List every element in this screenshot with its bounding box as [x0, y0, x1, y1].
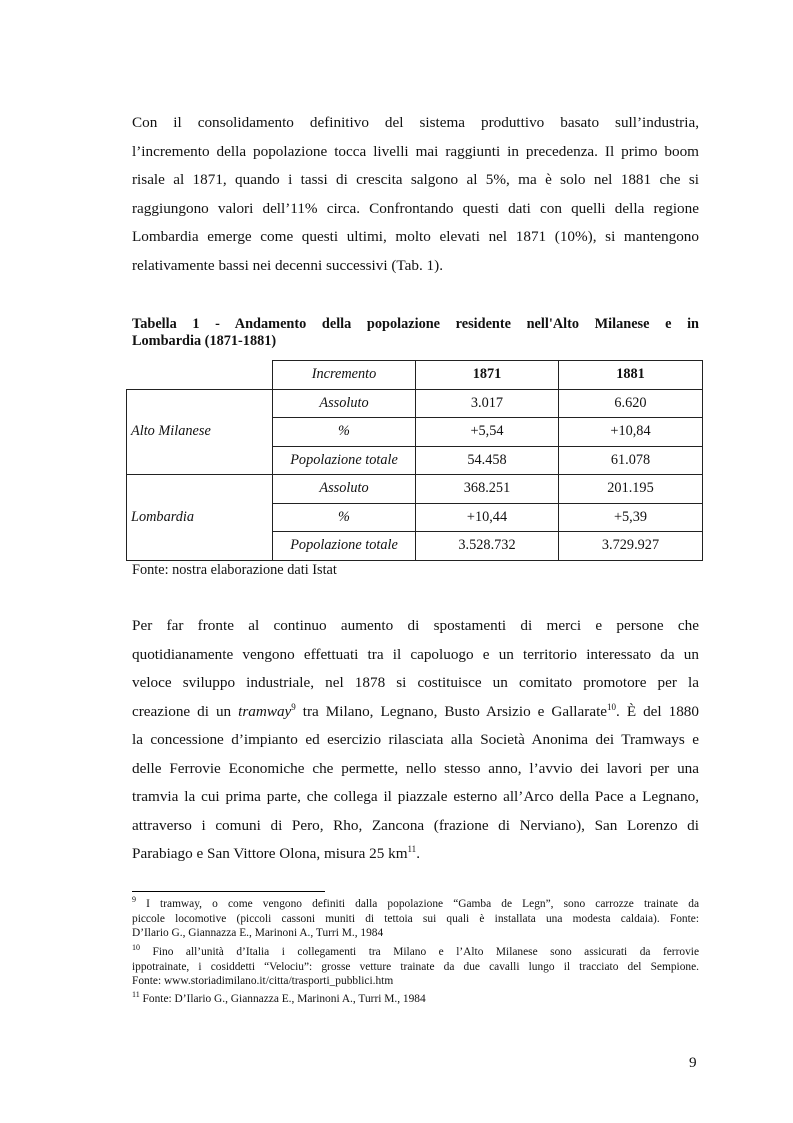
- intro-paragraph: [132, 109, 699, 280]
- footnote-number: 9: [132, 895, 136, 905]
- paragraph-line: l’incremento della popolazione tocca livelli mai raggiunti in precedenza. Il primo boom: [132, 142, 699, 160]
- cell-1871: 3.017: [416, 389, 559, 418]
- paragraph-line: [132, 840, 699, 869]
- paragraph-line: veloce sviluppo industriale, nel 1878 si costituisce un comitato promotore per la: [132, 674, 699, 691]
- cell-1871: +5,54: [416, 418, 559, 447]
- table-source: Fonte: nostra elaborazione dati Istat: [132, 562, 337, 578]
- text-run: .: [416, 845, 420, 862]
- caption-line: Tabella 1 - Andamento della popolazione residente nell'Alto Milanese e in: [132, 316, 699, 332]
- footnote-line: Fonte: www.storiadimilano.it/citta/trasporti_pubblici.htm: [132, 975, 394, 987]
- paragraph-line: quotidianamente vengono effettuati tra il capoluogo e un territorio interessato da un: [132, 645, 699, 663]
- cell-1881: +10,84: [559, 418, 703, 447]
- cell-1881: +5,39: [559, 503, 703, 532]
- cell-1871: +10,44: [416, 503, 559, 532]
- text-run: tra Milano, Legnano, Busto Arsizio e Gallarate: [295, 702, 608, 720]
- row-label: Assoluto: [273, 389, 416, 418]
- text-run: . È del 1880: [616, 702, 699, 720]
- text-run: Fino all’unità d’Italia i collegamenti tra Milano e l’Alto Milanese sono assicurati da ferrovie: [140, 946, 699, 958]
- caption-line: Lombardia (1871-1881): [132, 333, 277, 349]
- header-measure: Incremento: [273, 361, 416, 390]
- row-label: Popolazione totale: [273, 532, 416, 561]
- cell-1871: 3.528.732: [416, 532, 559, 561]
- area-lombardia: Lombardia: [127, 475, 273, 561]
- footnote-number: 10: [132, 943, 140, 953]
- paragraph-line: attraverso i comuni di Pero, Rho, Zancona (frazione di Nerviano), San Lorenzo di: [132, 816, 699, 834]
- cell-1871: 368.251: [416, 475, 559, 504]
- cell-1881: 201.195: [559, 475, 703, 504]
- paragraph-line: Lombardia emerge come questi ultimi, molto elevati nel 1871 (10%), si mantengono: [132, 228, 699, 245]
- row-label: %: [273, 418, 416, 447]
- table-header-row: [127, 361, 703, 390]
- paragraph-line: Per far fronte al continuo aumento di spostamenti di merci e persone che: [132, 617, 699, 634]
- paragraph-line: relativamente bassi nei decenni successivi (Tab. 1).: [132, 256, 444, 274]
- table-caption: [132, 316, 699, 350]
- paragraph-line: la concessione d’impianto ed esercizio rilasciata alla Società Anonima dei Tramways e: [132, 731, 699, 748]
- tramway-paragraph: [132, 612, 699, 869]
- paragraph-line: raggiungono valori dell’11% circa. Confrontando questi dati con quelli della regione: [132, 199, 699, 217]
- empty-corner-cell: [127, 361, 273, 390]
- footnote-line: [132, 897, 699, 912]
- paragraph-line: tramvia la cui prima parte, che collega il piazzale esterno all’Arco della Pace a Legnano,: [132, 788, 699, 805]
- paragraph-line: [132, 698, 699, 727]
- row-label: Assoluto: [273, 475, 416, 504]
- footnote-number: 11: [132, 990, 140, 1000]
- paragraph-line: Con il consolidamento definitivo del sistema produttivo basato sull’industria,: [132, 114, 699, 131]
- area-alto-milanese: Alto Milanese: [127, 389, 273, 475]
- page-number: 9: [689, 1054, 697, 1071]
- footnote-line: [132, 992, 699, 1007]
- header-1871: 1871: [416, 361, 559, 390]
- cell-1871: 54.458: [416, 446, 559, 475]
- table-row: [127, 389, 703, 418]
- footnote-separator: [132, 891, 325, 892]
- footnote-line: ippotrainate, i cosiddetti “Velociu”: grosse vetture trainate da due cavalli lungo il tracciato del Sempione.: [132, 960, 699, 973]
- footnote-line: D’Ilario G., Giannazza E., Marinoni A., Turri M., 1984: [132, 927, 384, 939]
- footnote-10: [132, 945, 699, 989]
- row-label: %: [273, 503, 416, 532]
- footnote-ref-10[interactable]: 10: [607, 701, 617, 712]
- header-1881: 1881: [559, 361, 703, 390]
- footnote-9: [132, 897, 699, 941]
- footnote-line: [132, 945, 699, 960]
- footnote-ref-9[interactable]: 9: [291, 701, 296, 712]
- cell-1881: 61.078: [559, 446, 703, 475]
- population-table: [126, 360, 703, 561]
- footnote-ref-11[interactable]: 11: [407, 843, 417, 854]
- text-run: Parabiago e San Vittore Olona, misura 25 km: [132, 845, 408, 862]
- tramway-term: tramway: [238, 702, 292, 720]
- cell-1881: 6.620: [559, 389, 703, 418]
- text-run: creazione di un: [132, 702, 239, 720]
- paragraph-line: risale al 1871, quando i tassi di crescita salgono al 5%, ma è solo nel 1881 che si: [132, 171, 699, 188]
- footnote-line: piccole locomotive (piccoli cassoni muniti di tettoia sui quali è installata una modesta caldaia). Fonte:: [132, 912, 699, 925]
- text-run: I tramway, o come vengono definiti dalla popolazione “Gamba de Legn”, sono carrozze trainate da: [136, 898, 699, 910]
- paragraph-line: delle Ferrovie Economiche che permette, nello stesso anno, l’avvio dei lavori per una: [132, 759, 699, 777]
- row-label: Popolazione totale: [273, 446, 416, 475]
- text-run: Fonte: D’Ilario G., Giannazza E., Marinoni A., Turri M., 1984: [139, 993, 426, 1005]
- cell-1881: 3.729.927: [559, 532, 703, 561]
- footnote-11: [132, 992, 699, 1007]
- table-row: [127, 475, 703, 504]
